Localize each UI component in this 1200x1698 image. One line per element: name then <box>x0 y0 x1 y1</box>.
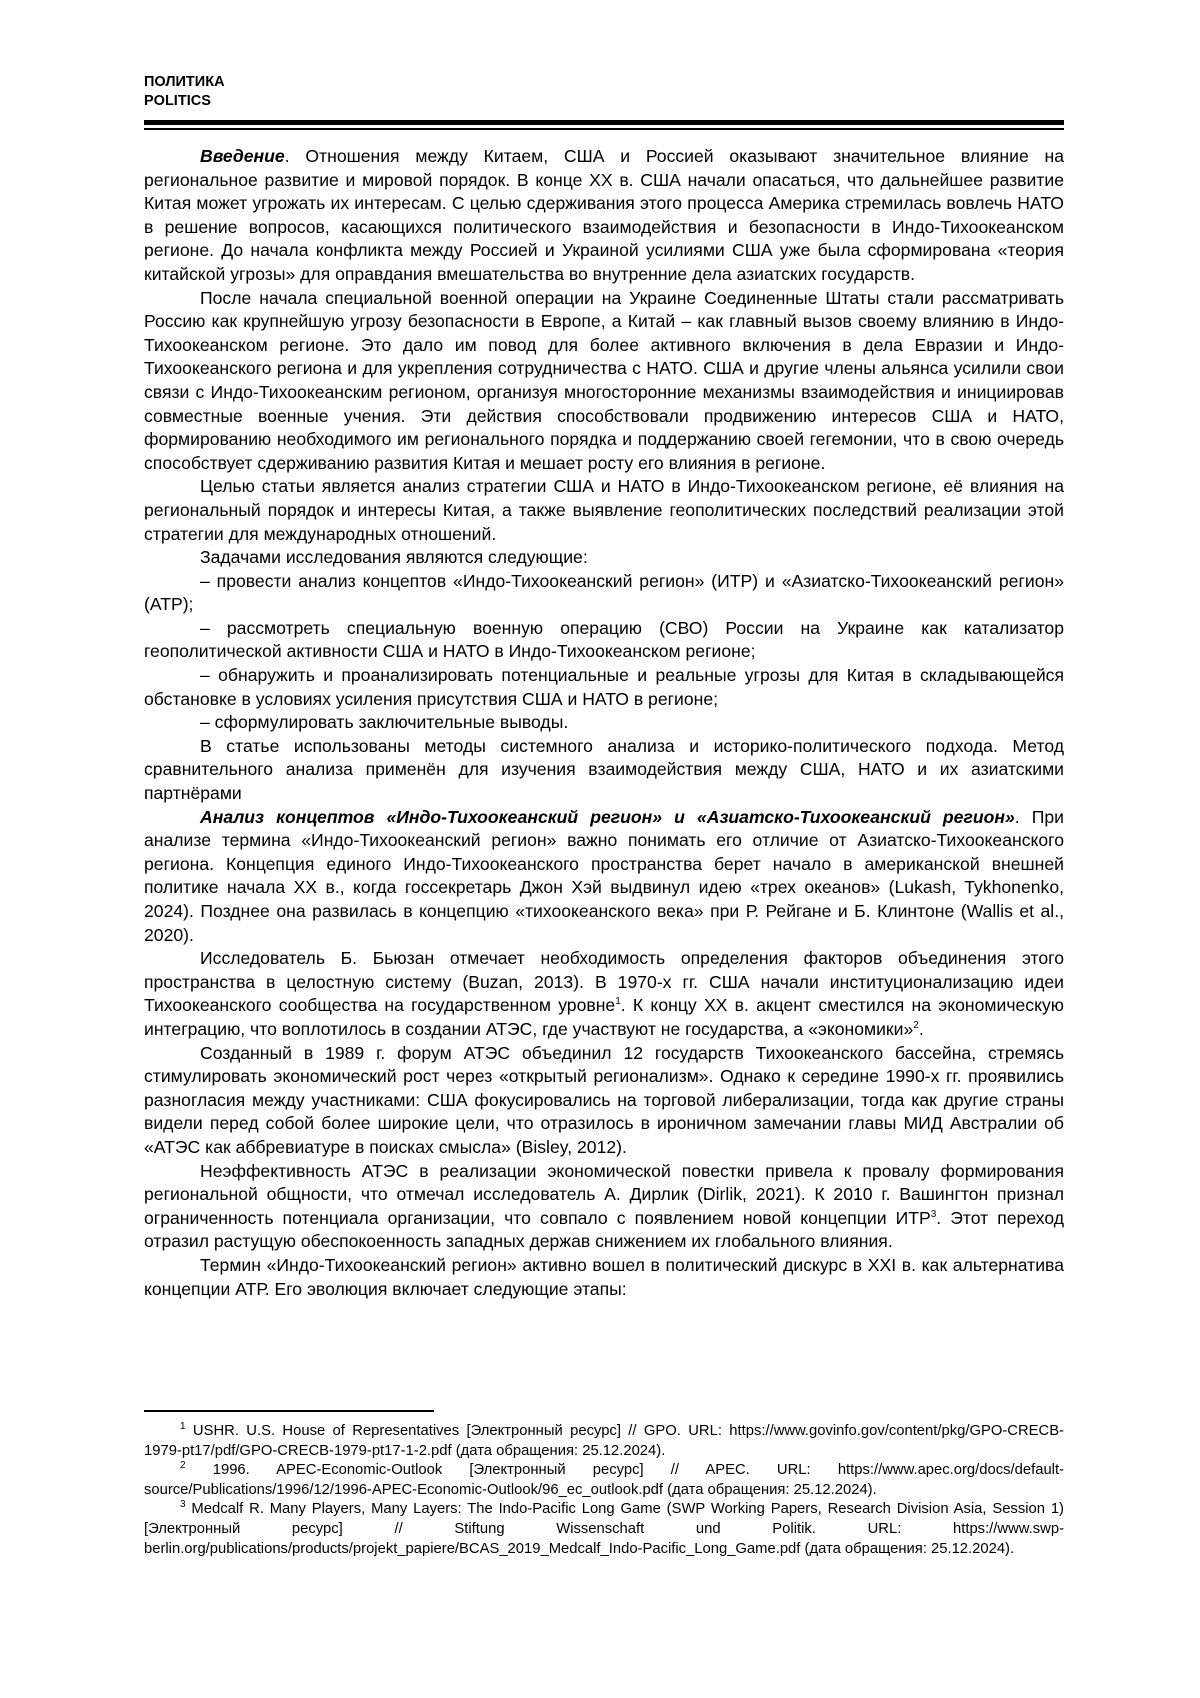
paragraph-text: . <box>918 1018 924 1039</box>
footnote-ref[interactable]: 2 <box>913 1020 919 1032</box>
paragraph: Задачами исследования являются следующие: <box>200 547 588 568</box>
footnote-number: 1 <box>180 1421 186 1433</box>
footnote <box>144 1461 1064 1500</box>
paragraph-introduction <box>144 145 1064 287</box>
footnote-separator <box>144 1410 434 1412</box>
footnote-ref[interactable]: 3 <box>930 1208 937 1220</box>
paragraph-text: . При анализе термина «Индо-Тихоокеанский регион» важно понимать его отличие от Азиатско-Тихоокеанского региона. Концепция единого Индо-Тихоокеанского пространства берет начало в американской внешней политике начала XX в., когда госсекретарь Джон Хэй выдвинул идею «трех океанов» (Lukash, Tykhonenko, 2024). Позднее она развилась в концепцию «тихоокеанского века» при Р. Рейгане и Б. Клинтоне (Wallis et al., 2020). <box>144 806 1064 945</box>
list-item: – провести анализ концептов «Индо-Тихоокеанский регион» (ИТР) и «Азиатско-Тихоокеанский регион» (АТР); <box>144 570 1064 615</box>
paragraph <box>144 947 1064 1041</box>
paragraph: Созданный в 1989 г. форум АТЭС объединил 12 государств Тихоокеанского бассейна, стремясь стимулировать экономический рост через «открытый регионализм». Однако к середине 1990-х гг. проявились разногласия между участниками: США фокусировались на торговой либерализации, тогда как другие страны видели перед собой более широкие цели, что отразилось в ироничном замечании главы МИД Австралии об «АТЭС как аббревиатуре в поисках смысла» (Bisley, 2012). <box>144 1042 1064 1157</box>
section-title-en: POLITICS <box>144 93 211 109</box>
paragraph: Целью статьи является анализ стратегии США и НАТО в Индо-Тихоокеанском регионе, её влияния на региональный порядок и интересы Китая, а также выявление геополитических последствий реализации этой стратегии для международных отношений. <box>144 476 1064 544</box>
running-header <box>144 73 225 111</box>
paragraph-text: . Этот переход отразил растущую обеспокоенность западных держав снижением их глобального влияния. <box>144 1207 1065 1252</box>
list-item: – обнаружить и проанализировать потенциальные и реальные угрозы для Китая в складывающейся обстановке в условиях усиления присутствия США и НАТО в регионе; <box>144 665 1064 709</box>
paragraph-analysis <box>144 806 1064 948</box>
header-rule-thin <box>144 128 1064 130</box>
section-title-ru: ПОЛИТИКА <box>144 74 225 90</box>
analysis-heading: Анализ концептов «Индо-Тихоокеанский регион» и «Азиатско-Тихоокеанский регион» <box>200 806 1015 827</box>
paragraph-text: . К концу XX в. акцент сместился на экономическую интеграцию, что воплотилось в создании АТЭС, где участвуют не государства, а «экономики» <box>144 995 1064 1039</box>
introduction-heading: Введение <box>200 146 285 166</box>
footnote-text: Medcalf R. Many Players, Many Layers: The Indo-Pacific Long Game (SWP Working Papers, Research Division Asia, Session 1) [Электронный ресурс] // Stiftung Wissenschaft und Politik. URL: https://www.swp-berlin.org/publications/products/projekt_papiere/BCAS_2019_Medcalf_Indo-Pacific_Long_Game.pdf (дата обращения: 25.12.2024). <box>144 1501 1064 1557</box>
list-item: – сформулировать заключительные выводы. <box>200 712 569 733</box>
footnote <box>144 1500 1064 1559</box>
header-rule-thick <box>144 120 1064 125</box>
footnotes <box>144 1422 1064 1559</box>
paragraph-text: Исследователь Б. Бьюзан отмечает необходимость определения факторов объединения этого пространства в целостную систему (Buzan, 2013). В 1970-х гг. США начали институционализацию идеи Тихоокеанского сообщества на государственном уровне <box>144 948 1064 1016</box>
article-body <box>144 145 1064 1301</box>
footnote-ref[interactable]: 1 <box>615 996 621 1008</box>
list-item: – рассмотреть специальную военную операцию (СВО) России на Украине как катализатор геополитической активности США и НАТО в Индо-Тихоокеанском регионе; <box>144 617 1064 662</box>
paragraph-text: Неэффективность АТЭС в реализации экономической повестки привела к провалу формирования региональной общности, что отмечал исследователь А. Дирлик (Dirlik, 2021). К 2010 г. Вашингтон признал ограниченность потенциала организации, что совпало с появлением новой концепции ИТР <box>144 1160 1064 1228</box>
footnote-number: 2 <box>180 1460 186 1472</box>
footnote-text: 1996. APEC-Economic-Outlook [Электронный ресурс] // APEC. URL: https://www.apec.org/docs/default-source/Publications/1996/12/1996-APEC-Economic-Outlook/96_ec_outlook.pdf (дата обращения: 25.12.2024). <box>144 1462 1064 1498</box>
footnote-number: 3 <box>180 1499 186 1511</box>
paragraph-text: . Отношения между Китаем, США и Россией оказывают значительное влияние на региональное развитие и мировой порядок. В конце XX в. США начали опасаться, что дальнейшее развитие Китая может угрожать их интересам. С целью сдерживания этого процесса Америка стремилась вовлечь НАТО в решение вопросов, касающихся политического взаимодействия и безопасности в Индо-Тихоокеанском регионе. До начала конфликта между Россией и Украиной усилиями США уже была сформирована «теория китайской угрозы» для оправдания вмешательства во внутренние дела азиатских государств. <box>144 146 1064 284</box>
footnote-text: USHR. U.S. House of Representatives [Электронный ресурс] // GPO. URL: https://www.govinfo.gov/content/pkg/GPO-CRECB-1979-pt17/pdf/GPO-CRECB-1979-pt17-1-2.pdf (дата обращения: 25.12.2024). <box>144 1423 1064 1459</box>
footnote <box>144 1422 1064 1461</box>
paragraph: В статье использованы методы системного анализа и историко-политического подхода. Метод сравнительного анализа применён для изучения взаимодействия между США, НАТО и их азиатскими партнёрами <box>144 735 1064 804</box>
paragraph: После начала специальной военной операции на Украине Соединенные Штаты стали рассматривать Россию как крупнейшую угрозу безопасности в Европе, а Китай – как главный вызов своему влиянию в Индо-Тихоокеанском регионе. Это дало им повод для более активного включения в дела Евразии и Индо-Тихоокеанского региона и для укрепления сотрудничества с НАТО. США и другие члены альянса усилили свои связи с Индо-Тихоокеанским регионом, организуя многосторонние механизмы взаимодействия и инициировав совместные военные учения. Эти действия способствовали продвижению интересов США и НАТО, формированию необходимого им регионального порядка и поддержанию своей гегемонии, что в свою очередь способствует сдерживанию развития Китая и мешает росту его влияния в регионе. <box>144 287 1064 473</box>
paragraph: Термин «Индо-Тихоокеанский регион» активно вошел в политический дискурс в XXI в. как альтернатива концепции АТР. Его эволюция включает следующие этапы: <box>144 1254 1064 1299</box>
paragraph <box>144 1160 1064 1254</box>
